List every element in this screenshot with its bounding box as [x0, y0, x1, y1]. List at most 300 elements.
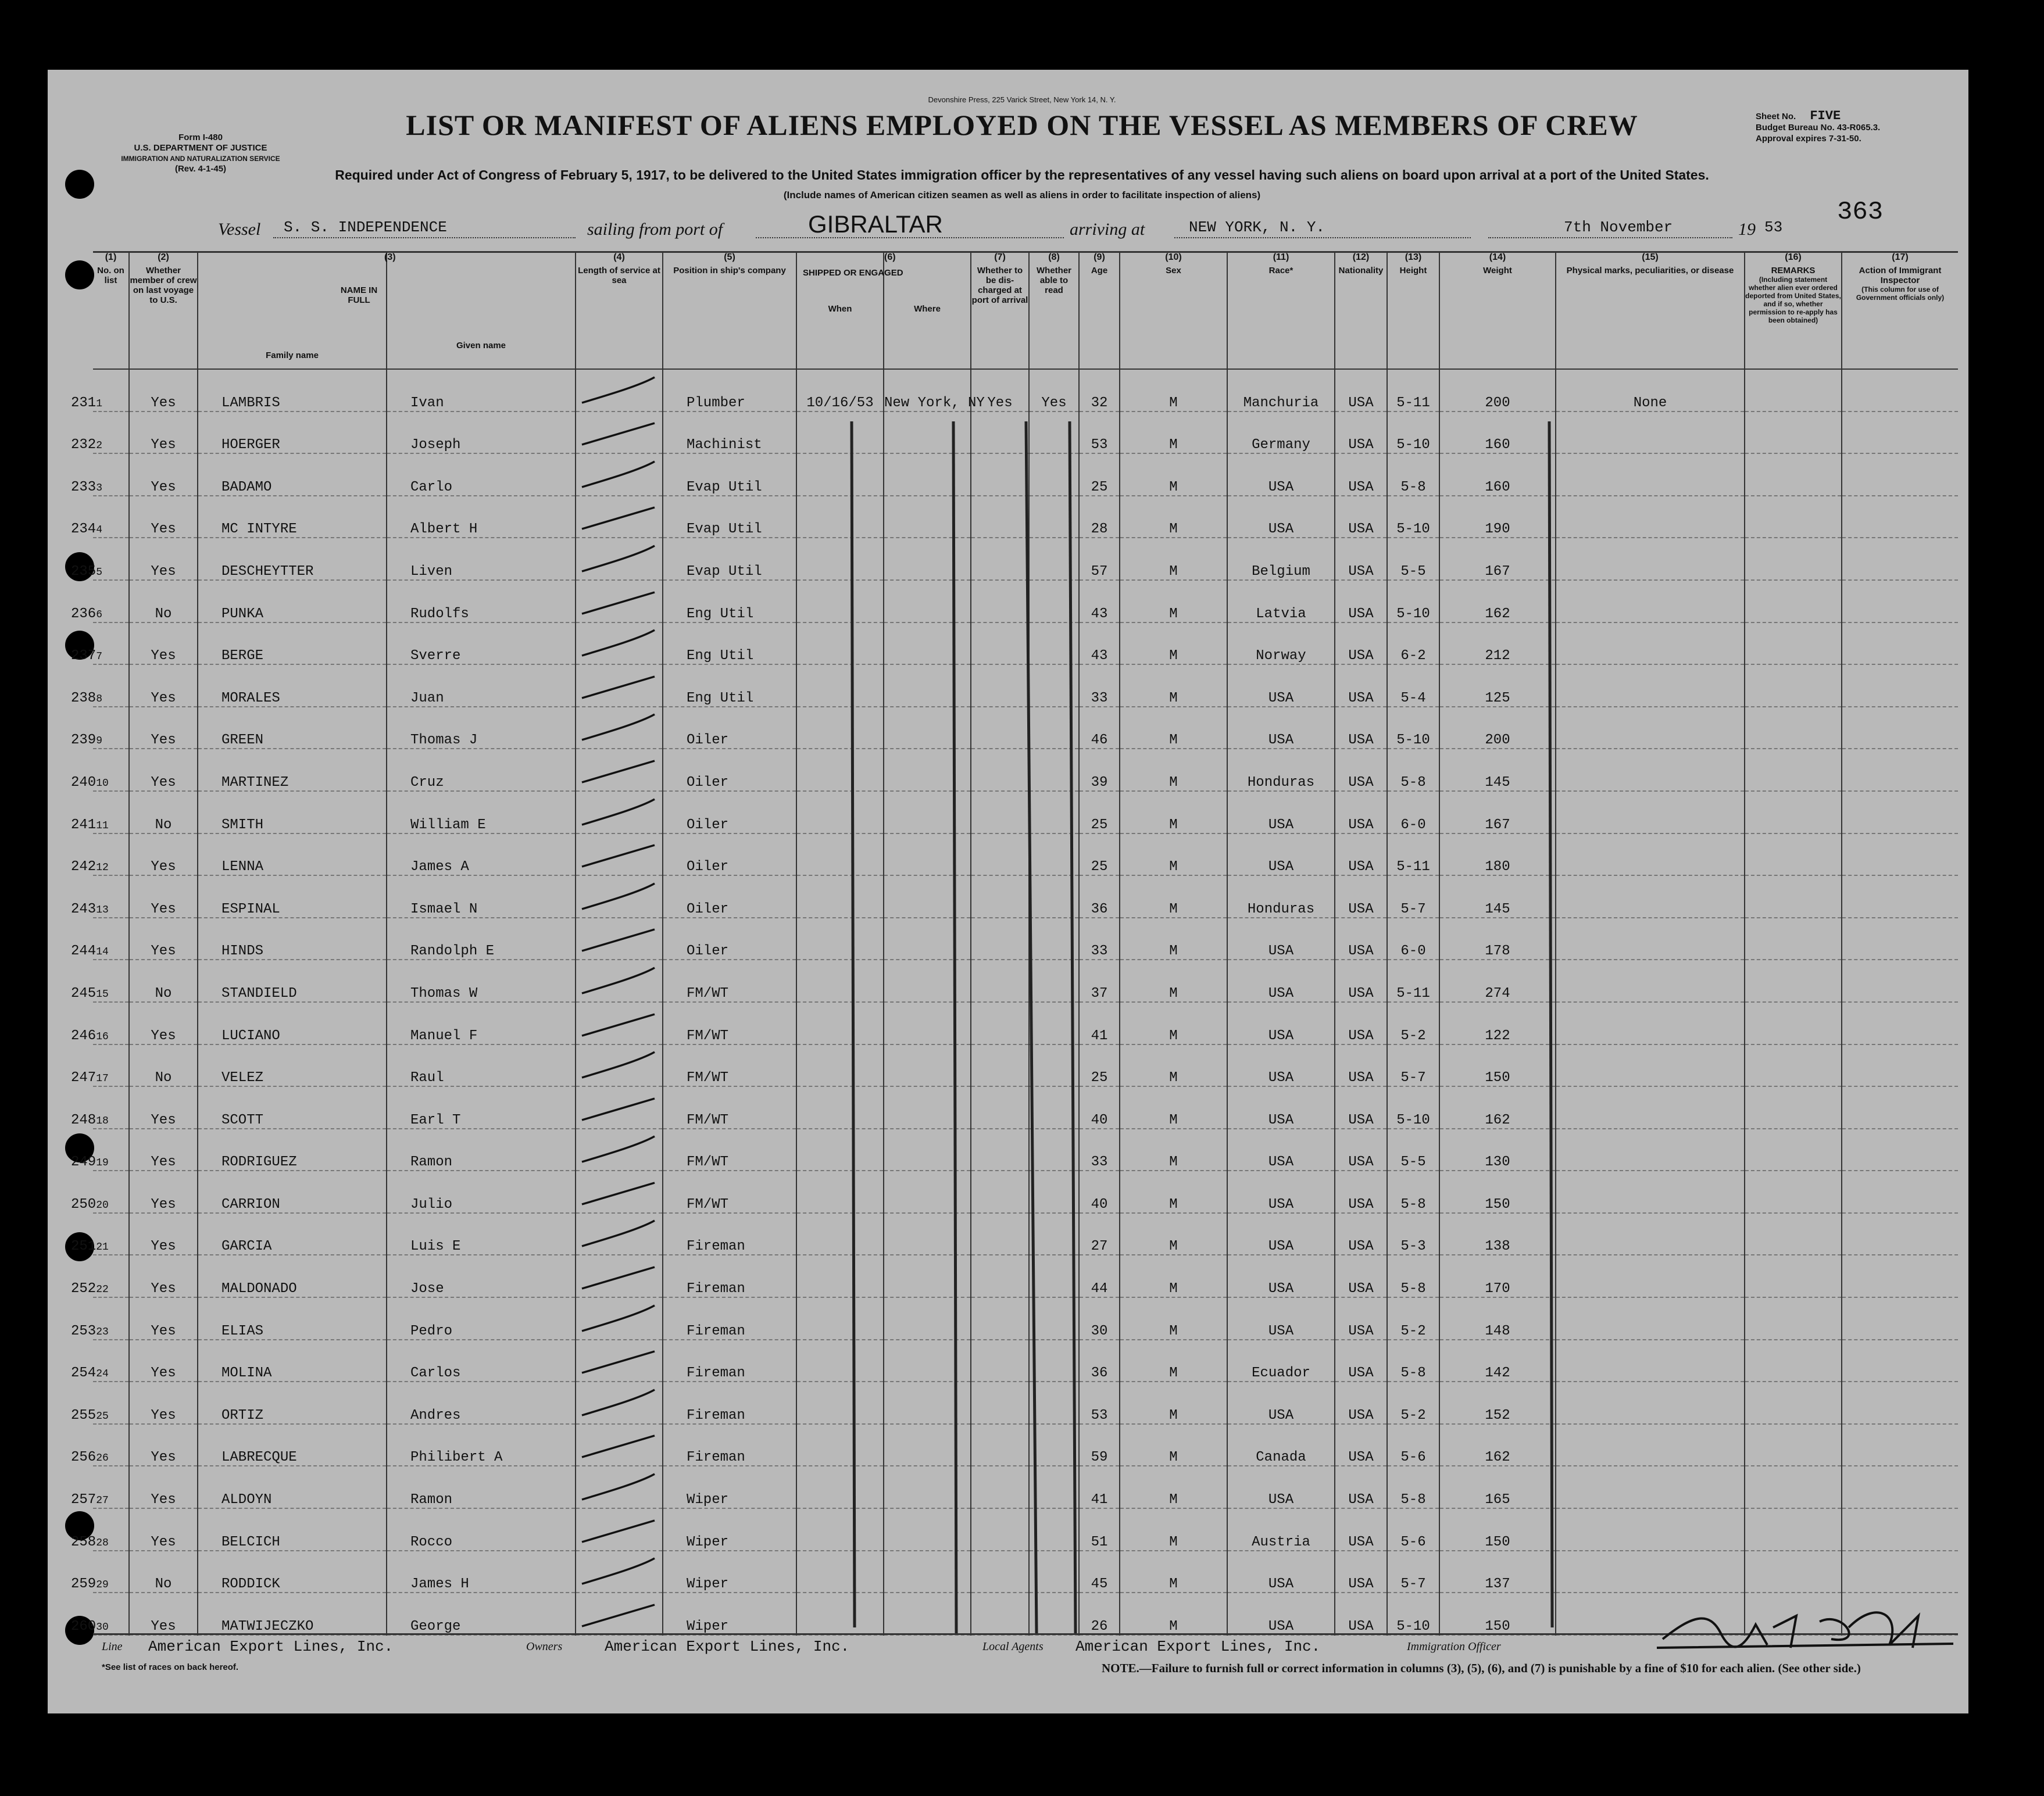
cell-sex: M — [1120, 791, 1227, 833]
cell-height: 5-10 — [1387, 1593, 1439, 1635]
cell-given-name: Thomas W — [387, 960, 576, 1002]
cell-height: 5-2 — [1387, 1002, 1439, 1044]
cell-position: FM/WT — [663, 1171, 796, 1213]
cell-height: 5-11 — [1387, 960, 1439, 1002]
cell-family-name: DESCHEYTTER — [198, 538, 387, 580]
cell-height: 6-0 — [1387, 918, 1439, 960]
cell-position: Oiler — [663, 833, 796, 876]
cell-nationality: USA — [1335, 960, 1387, 1002]
cell-height: 5-2 — [1387, 1297, 1439, 1340]
col-length-service: (4) Length of service at sea — [576, 252, 663, 369]
cell-age: 25 — [1079, 791, 1120, 833]
cell-race: Honduras — [1227, 875, 1335, 918]
cell-sex: M — [1120, 622, 1227, 665]
row-number: 10 — [96, 777, 109, 789]
cell-position: Fireman — [663, 1340, 796, 1382]
cell-position: Wiper — [663, 1593, 796, 1635]
cell-age: 26 — [1079, 1593, 1120, 1635]
cell-nationality: USA — [1335, 1340, 1387, 1382]
service: IMMIGRATION AND NATURALIZATION SERVICE — [121, 155, 280, 163]
cell-family-name: MARTINEZ — [198, 749, 387, 791]
cell-sex: M — [1120, 1171, 1227, 1213]
cell-discharged: Yes — [971, 369, 1029, 412]
cell-sex: M — [1120, 833, 1227, 876]
col-able-to-read: (8) Whether able to read — [1029, 252, 1079, 369]
cell-weight: 122 — [1439, 1002, 1556, 1044]
cell-family-name: ELIAS — [198, 1297, 387, 1340]
cell-sex: M — [1120, 1508, 1227, 1551]
cell-weight: 180 — [1439, 833, 1556, 876]
year-value: 53 — [1764, 219, 1783, 236]
list-number: 233 — [71, 479, 97, 495]
owners-label: Owners — [526, 1640, 563, 1653]
cell-race: USA — [1227, 1002, 1335, 1044]
cell-sex: M — [1120, 1551, 1227, 1593]
cell-height: 5-5 — [1387, 538, 1439, 580]
cell-height: 5-3 — [1387, 1213, 1439, 1255]
cell-position: Eng Util — [663, 622, 796, 665]
officer-signature — [1657, 1593, 1959, 1657]
row-number: 9 — [96, 735, 103, 747]
cell-position: FM/WT — [663, 1044, 796, 1087]
list-number: 256 — [71, 1450, 97, 1466]
cell-last-voyage: No — [129, 1044, 198, 1087]
list-number: 252 — [71, 1281, 97, 1297]
list-number: 242 — [71, 859, 97, 875]
cell-weight: 150 — [1439, 1508, 1556, 1551]
cell-given-name: Luis E — [387, 1213, 576, 1255]
cell-family-name: LENNA — [198, 833, 387, 876]
list-number: 240 — [71, 774, 97, 790]
cell-family-name: GARCIA — [198, 1213, 387, 1255]
cell-sex: M — [1120, 1424, 1227, 1466]
sheet-label: Sheet No. — [1756, 112, 1796, 121]
cell-last-voyage: Yes — [129, 369, 198, 412]
cell-race: USA — [1227, 664, 1335, 707]
race-note: *See list of races on back hereof. — [102, 1662, 239, 1672]
list-number: 255 — [71, 1407, 97, 1423]
cell-family-name: RODDICK — [198, 1551, 387, 1593]
cell-nationality: USA — [1335, 1044, 1387, 1087]
cell-last-voyage: No — [129, 960, 198, 1002]
cell-nationality: USA — [1335, 1129, 1387, 1171]
col-last-voyage: (2) Whether member of crew on last voyage to U.S. — [129, 252, 198, 369]
col-height: (13) Height — [1387, 252, 1439, 369]
cell-position: Wiper — [663, 1508, 796, 1551]
cell-age: 28 — [1079, 496, 1120, 538]
cell-age: 41 — [1079, 1466, 1120, 1508]
cell-family-name: LAMBRIS — [198, 369, 387, 412]
cell-age: 27 — [1079, 1213, 1120, 1255]
list-number: 232 — [71, 437, 97, 453]
cell-given-name: Ramon — [387, 1466, 576, 1508]
owners-value: American Export Lines, Inc. — [605, 1638, 850, 1655]
cell-nationality: USA — [1335, 453, 1387, 496]
cell-race: Austria — [1227, 1508, 1335, 1551]
list-number: 234 — [71, 521, 97, 538]
col-family-name: (3) NAME IN FULL Family name — [198, 252, 387, 369]
cell-given-name: Julio — [387, 1171, 576, 1213]
cell-age: 25 — [1079, 833, 1120, 876]
cell-height: 5-2 — [1387, 1382, 1439, 1424]
cell-position: Plumber — [663, 369, 796, 412]
cell-weight: 162 — [1439, 580, 1556, 622]
cell-race: USA — [1227, 453, 1335, 496]
cell-sex: M — [1120, 1466, 1227, 1508]
cell-weight: 150 — [1439, 1171, 1556, 1213]
cell-weight: 145 — [1439, 749, 1556, 791]
cell-nationality: USA — [1335, 749, 1387, 791]
agents-value: American Export Lines, Inc. — [1075, 1638, 1321, 1655]
row-number: 27 — [96, 1495, 109, 1507]
cell-weight: 150 — [1439, 1593, 1556, 1635]
cell-sex: M — [1120, 707, 1227, 749]
cell-sex: M — [1120, 1382, 1227, 1424]
cell-family-name: MORALES — [198, 664, 387, 707]
cell-last-voyage: Yes — [129, 1171, 198, 1213]
cell-nationality: USA — [1335, 1551, 1387, 1593]
cell-race: USA — [1227, 1593, 1335, 1635]
cell-race: Canada — [1227, 1424, 1335, 1466]
budget-number: Budget Bureau No. 43-R065.3. — [1756, 123, 1881, 133]
cell-age: 36 — [1079, 1340, 1120, 1382]
act-statement: Required under Act of Congress of February 5, 1917, to be delivered to the United States immigration officer by the representatives of any vessel having such aliens on board upon arrival at a port of the United States. — [335, 167, 1709, 183]
cell-age: 39 — [1079, 749, 1120, 791]
cell-given-name: James A — [387, 833, 576, 876]
row-number: 23 — [96, 1326, 109, 1338]
cell-weight: 200 — [1439, 707, 1556, 749]
cell-sex: M — [1120, 1255, 1227, 1297]
list-number: 245 — [71, 985, 97, 1001]
cell-given-name: Earl T — [387, 1086, 576, 1129]
cell-last-voyage: Yes — [129, 1466, 198, 1508]
cell-nationality: USA — [1335, 1466, 1387, 1508]
cell-last-voyage: Yes — [129, 1255, 198, 1297]
cell-age: 57 — [1079, 538, 1120, 580]
cell-age: 41 — [1079, 1002, 1120, 1044]
row-number: 14 — [96, 946, 109, 958]
row-number: 7 — [96, 651, 103, 663]
cell-height: 5-8 — [1387, 1466, 1439, 1508]
row-number: 3 — [96, 482, 103, 494]
cell-last-voyage: Yes — [129, 1593, 198, 1635]
cell-nationality: USA — [1335, 412, 1387, 454]
cell-last-voyage: Yes — [129, 1213, 198, 1255]
cell-height: 5-7 — [1387, 1044, 1439, 1087]
cell-weight: 167 — [1439, 538, 1556, 580]
cell-race: USA — [1227, 1382, 1335, 1424]
cell-given-name: Sverre — [387, 622, 576, 665]
list-number: 241 — [71, 817, 97, 833]
cell-height: 5-6 — [1387, 1424, 1439, 1466]
list-number: 238 — [71, 690, 97, 706]
cell-family-name: CARRION — [198, 1171, 387, 1213]
cell-last-voyage: Yes — [129, 622, 198, 665]
cell-family-name: LABRECQUE — [198, 1424, 387, 1466]
list-number: 247 — [71, 1070, 97, 1086]
cell-position: Oiler — [663, 918, 796, 960]
cell-position: Fireman — [663, 1382, 796, 1424]
cell-weight: 130 — [1439, 1129, 1556, 1171]
cell-position: Machinist — [663, 412, 796, 454]
cell-given-name: Andres — [387, 1382, 576, 1424]
cell-race: USA — [1227, 707, 1335, 749]
cell-family-name: GREEN — [198, 707, 387, 749]
cell-race: USA — [1227, 1086, 1335, 1129]
approval-expiry: Approval expires 7-31-50. — [1756, 134, 1861, 144]
row-number: 17 — [96, 1073, 109, 1085]
cell-nationality: USA — [1335, 496, 1387, 538]
row-number: 29 — [96, 1579, 109, 1591]
cell-position: Fireman — [663, 1213, 796, 1255]
cell-age: 33 — [1079, 1129, 1120, 1171]
cell-position: FM/WT — [663, 1129, 796, 1171]
cell-given-name: Rocco — [387, 1508, 576, 1551]
list-number: 243 — [71, 901, 97, 917]
col-list-number: (1) No. on list — [93, 252, 129, 369]
cell-height: 5-8 — [1387, 1255, 1439, 1297]
cell-weight: 160 — [1439, 453, 1556, 496]
cell-given-name: Juan — [387, 664, 576, 707]
cell-position: Fireman — [663, 1424, 796, 1466]
cell-last-voyage: Yes — [129, 1129, 198, 1171]
cell-position: Evap Util — [663, 496, 796, 538]
cell-nationality: USA — [1335, 622, 1387, 665]
cell-age: 43 — [1079, 622, 1120, 665]
cell-height: 5-10 — [1387, 496, 1439, 538]
list-number: 237 — [71, 648, 97, 664]
cell-sex: M — [1120, 453, 1227, 496]
cell-family-name: MATWIJECZKO — [198, 1593, 387, 1635]
department: U.S. DEPARTMENT OF JUSTICE — [134, 143, 267, 153]
cell-race: Norway — [1227, 622, 1335, 665]
cell-family-name: SMITH — [198, 791, 387, 833]
row-number: 25 — [96, 1410, 109, 1422]
list-number: 250 — [71, 1196, 97, 1212]
cell-height: 5-10 — [1387, 580, 1439, 622]
cell-last-voyage: No — [129, 791, 198, 833]
cell-weight: 138 — [1439, 1213, 1556, 1255]
cell-last-voyage: Yes — [129, 749, 198, 791]
cell-sex: M — [1120, 960, 1227, 1002]
printer-line: Devonshire Press, 225 Varick Street, New York 14, N. Y. — [928, 95, 1116, 104]
cell-weight: 125 — [1439, 664, 1556, 707]
list-number: 251 — [71, 1239, 97, 1255]
cell-age: 32 — [1079, 369, 1120, 412]
list-number: 248 — [71, 1112, 97, 1128]
cell-last-voyage: Yes — [129, 664, 198, 707]
cell-race: USA — [1227, 1044, 1335, 1087]
cell-last-voyage: Yes — [129, 538, 198, 580]
cell-sex: M — [1120, 369, 1227, 412]
line-label: Line — [102, 1640, 123, 1653]
cell-last-voyage: Yes — [129, 918, 198, 960]
cell-given-name: Ismael N — [387, 875, 576, 918]
cell-given-name: Jose — [387, 1255, 576, 1297]
cell-given-name: Liven — [387, 538, 576, 580]
row-number: 28 — [96, 1537, 109, 1549]
cell-nationality: USA — [1335, 538, 1387, 580]
cell-last-voyage: Yes — [129, 453, 198, 496]
row-number: 6 — [96, 609, 103, 621]
list-number: 254 — [71, 1365, 97, 1382]
cell-last-voyage: Yes — [129, 496, 198, 538]
cell-weight: 160 — [1439, 412, 1556, 454]
cell-last-voyage: Yes — [129, 412, 198, 454]
list-number: 246 — [71, 1028, 97, 1044]
row-number: 20 — [96, 1199, 109, 1211]
cell-race: Ecuador — [1227, 1340, 1335, 1382]
cell-family-name: BERGE — [198, 622, 387, 665]
penalty-note: NOTE.—Failure to furnish full or correct information in columns (3), (5), (6), and (7) is punishable by a fine of $10 for each alien. (See other side.) — [1102, 1661, 1861, 1675]
cell-position: Oiler — [663, 875, 796, 918]
row-number: 15 — [96, 988, 109, 1000]
cell-family-name: LUCIANO — [198, 1002, 387, 1044]
col-sex: (10) Sex — [1120, 252, 1227, 369]
cell-race: USA — [1227, 1129, 1335, 1171]
list-number: 259 — [71, 1576, 97, 1593]
row-number: 5 — [96, 566, 103, 578]
cell-sex: M — [1120, 875, 1227, 918]
row-number: 24 — [96, 1368, 109, 1380]
cell-last-voyage: No — [129, 580, 198, 622]
list-number: 239 — [71, 732, 97, 749]
cell-race: Latvia — [1227, 580, 1335, 622]
cell-given-name: Philibert A — [387, 1424, 576, 1466]
cell-position: Oiler — [663, 749, 796, 791]
cell-sex: M — [1120, 496, 1227, 538]
cell-height: 5-4 — [1387, 664, 1439, 707]
port-value: GIBRALTAR — [808, 210, 943, 238]
cell-sex: M — [1120, 580, 1227, 622]
cell-given-name: Thomas J — [387, 707, 576, 749]
cell-age: 40 — [1079, 1171, 1120, 1213]
cell-age: 25 — [1079, 453, 1120, 496]
cell-position: Eng Util — [663, 664, 796, 707]
cell-weight: 274 — [1439, 960, 1556, 1002]
cell-position: Fireman — [663, 1255, 796, 1297]
cell-race: USA — [1227, 918, 1335, 960]
row-number: 1 — [96, 398, 103, 410]
cell-shipped-where: New York, NY — [884, 369, 971, 412]
cell-family-name: BADAMO — [198, 453, 387, 496]
cell-nationality: USA — [1335, 1424, 1387, 1466]
cell-race: USA — [1227, 833, 1335, 876]
cell-age: 33 — [1079, 918, 1120, 960]
col-race: (11) Race* — [1227, 252, 1335, 369]
cell-nationality: USA — [1335, 1297, 1387, 1340]
cell-family-name: BELCICH — [198, 1508, 387, 1551]
cell-nationality: USA — [1335, 791, 1387, 833]
cell-position: FM/WT — [663, 1086, 796, 1129]
col-discharged: (7) Whether to be dis-charged at port of arrival — [971, 252, 1029, 369]
cell-last-voyage: Yes — [129, 707, 198, 749]
list-number: 249 — [71, 1154, 97, 1171]
cell-race: Manchuria — [1227, 369, 1335, 412]
cell-nationality: USA — [1335, 1593, 1387, 1635]
col-remarks: (16) REMARKS (Including statement whether alien ever ordered deported from United States, and if so, whether permission to re-apply has been obtained) — [1745, 252, 1842, 369]
col-shipped-where: Where — [884, 252, 971, 369]
cell-family-name: ESPINAL — [198, 875, 387, 918]
list-number: 258 — [71, 1534, 97, 1550]
cell-race: USA — [1227, 496, 1335, 538]
cell-race: USA — [1227, 960, 1335, 1002]
cell-race: USA — [1227, 1171, 1335, 1213]
cell-given-name: James H — [387, 1551, 576, 1593]
cell-race: USA — [1227, 1297, 1335, 1340]
cell-shipped-when: 10/16/53 — [796, 369, 884, 412]
cell-position: FM/WT — [663, 960, 796, 1002]
cell-family-name: PUNKA — [198, 580, 387, 622]
cell-race: Germany — [1227, 412, 1335, 454]
cell-last-voyage: Yes — [129, 1086, 198, 1129]
cell-weight: 162 — [1439, 1424, 1556, 1466]
cell-weight: 162 — [1439, 1086, 1556, 1129]
cell-height: 5-10 — [1387, 412, 1439, 454]
cell-weight: 148 — [1439, 1297, 1556, 1340]
cell-age: 43 — [1079, 580, 1120, 622]
cell-position: Evap Util — [663, 538, 796, 580]
row-number: 12 — [96, 862, 109, 874]
cell-last-voyage: Yes — [129, 833, 198, 876]
cell-race: USA — [1227, 1466, 1335, 1508]
list-number: 260 — [71, 1618, 97, 1634]
list-number: 231 — [71, 395, 97, 411]
cell-sex: M — [1120, 1044, 1227, 1087]
row-number: 13 — [96, 904, 109, 916]
row-number: 18 — [96, 1115, 109, 1127]
row-number: 21 — [96, 1242, 109, 1254]
row-number: 4 — [96, 524, 103, 536]
cell-height: 5-11 — [1387, 369, 1439, 412]
cell-given-name: Manuel F — [387, 1002, 576, 1044]
col-age: (9) Age — [1079, 252, 1120, 369]
col-position: (5) Position in ship's company — [663, 252, 796, 369]
cell-age: 51 — [1079, 1508, 1120, 1551]
officer-label: Immigration Officer — [1407, 1640, 1501, 1653]
cell-sex: M — [1120, 1002, 1227, 1044]
cell-height: 5-8 — [1387, 453, 1439, 496]
cell-nationality: USA — [1335, 1171, 1387, 1213]
cell-position: Wiper — [663, 1551, 796, 1593]
line-value: American Export Lines, Inc. — [148, 1638, 394, 1655]
sailing-label: sailing from port of — [587, 220, 723, 239]
row-number: 8 — [96, 693, 103, 705]
cell-height: 5-11 — [1387, 833, 1439, 876]
cell-height: 5-5 — [1387, 1129, 1439, 1171]
cell-position: Wiper — [663, 1466, 796, 1508]
sheet-value: FIVE — [1810, 109, 1841, 123]
row-number: 11 — [96, 820, 109, 832]
cell-last-voyage: Yes — [129, 1002, 198, 1044]
cell-given-name: Carlo — [387, 453, 576, 496]
cell-nationality: USA — [1335, 707, 1387, 749]
col-physical-marks: (15) Physical marks, peculiarities, or disease — [1556, 252, 1745, 369]
cell-given-name: Rudolfs — [387, 580, 576, 622]
cell-sex: M — [1120, 664, 1227, 707]
cell-age: 46 — [1079, 707, 1120, 749]
cell-physical-marks: None — [1556, 369, 1745, 412]
cell-sex: M — [1120, 538, 1227, 580]
cell-able-to-read: Yes — [1029, 369, 1079, 412]
col-given-name: Given name — [387, 252, 576, 369]
cell-age: 53 — [1079, 412, 1120, 454]
arriving-label: arriving at — [1070, 220, 1145, 239]
cell-age: 25 — [1079, 1044, 1120, 1087]
cell-sex: M — [1120, 1213, 1227, 1255]
cell-height: 6-2 — [1387, 622, 1439, 665]
arrival-value: NEW YORK, N. Y. — [1189, 219, 1325, 236]
